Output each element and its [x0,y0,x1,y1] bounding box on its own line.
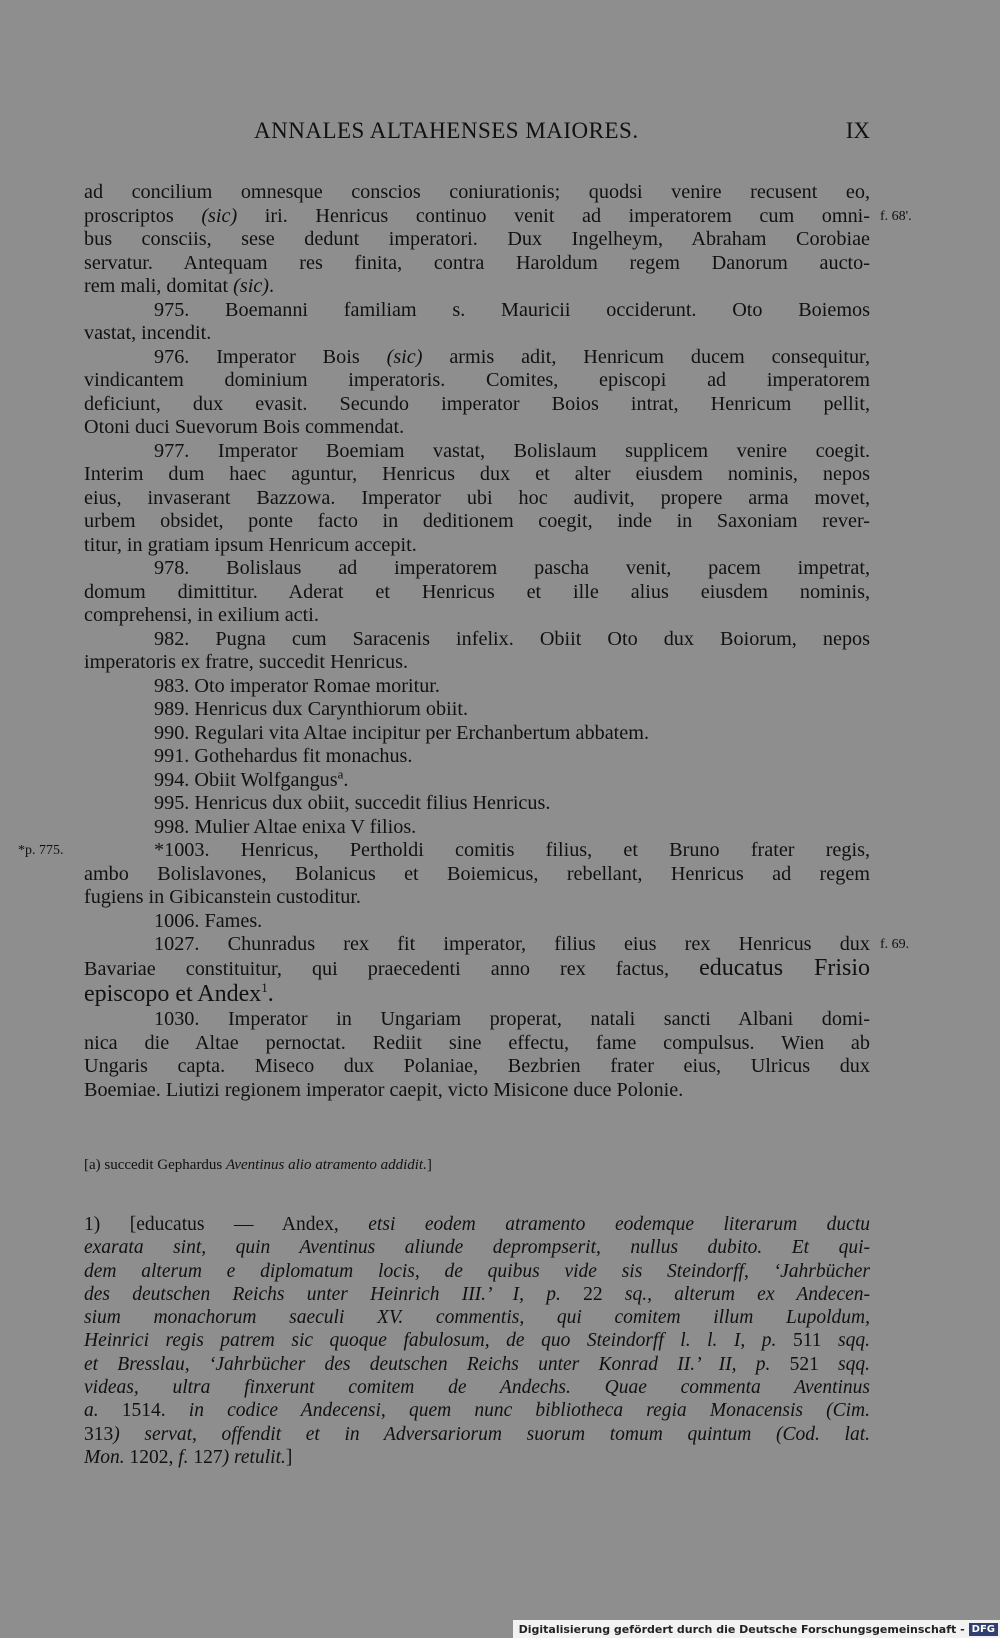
footnote-line [84,1376,870,1399]
line-text: 978. Bolislaus ad imperatorem pascha venit, pacem impetrat, [154,557,870,579]
footnote-line [84,1213,870,1236]
line-text: 1030. Imperator in Ungariam properat, natali sancti Albani domi- [154,1008,870,1030]
line-text-large: episcopo et Andex [84,981,262,1007]
dfg-logo: DFG [969,1623,998,1636]
footnote-italic: des deutschen Reichs unter Heinrich III.’ I, p. [84,1283,561,1305]
text-line [84,369,870,393]
text-line [84,181,870,205]
footnote-text: 127 [188,1446,223,1468]
footnote-text: 22 [560,1283,625,1305]
footnote-italic: Heinrici regis patrem sic quoque fabulosum, de quo Steindorff l. l. I, p. [84,1330,777,1352]
footnote-text: 1514. [98,1400,189,1422]
note-a-italic: Aventinus alio atramento addidit. [226,1157,427,1173]
line-text: comprehensi, in exilium acti. [84,604,319,626]
line-text: . [343,768,349,791]
footnote-italic: in codice Andecensi, quem nunc bibliotheca regia Monacensis (Cim. [188,1400,871,1422]
footnote-line [84,1446,870,1469]
line-text: 989. Henricus dux Carynthiorum obiit. [154,698,468,720]
line-text: deficiunt, dux evasit. Secundo imperator Boios intrat, Henricum pellit, [84,392,870,415]
text-line [84,933,910,957]
footnote-text: 1202, [124,1446,179,1468]
footnote-line [84,1329,870,1352]
text-line [84,299,870,323]
footnote-text: ] [285,1446,293,1468]
line-text: 1027. Chunradus rex fit imperator, filius eius rex Henricus dux [154,933,870,955]
footnote-marker: 1 [261,980,268,995]
line-text: 991. Gothehardus fit monachus. [154,745,413,767]
text-line [84,1055,870,1079]
line-text: *1003. Henricus, Pertholdi comitis filius, et Bruno frater regis, [154,839,870,861]
text-line [84,204,912,229]
line-text: eius, invaserant Bazzowa. Imperator ubi hoc audivit, propere arma movet, [84,486,870,509]
line-text: titur, in gratiam ipsum Henricum accepit. [84,533,417,556]
line-text: vindicantem dominium imperatoris. Comites, episcopi ad imperatorem [84,369,870,391]
credit-text: Digitalisierung gefördert durch die Deutsche Forschungsgemeinschaft - [518,1622,965,1636]
text-line [84,698,870,722]
line-text: armis adit, Henricum ducem consequitur, [422,345,870,368]
line-text-large: educatus Frisio [699,954,871,981]
editorial-note-a [84,1157,870,1174]
line-text: . [267,981,274,1007]
page-marginal-note: *p. 775. [18,843,64,858]
footnote-1 [84,1213,870,1469]
line-text: ad concilium omnesque conscios coniurationis; quodsi venire recusent eo, [84,181,870,203]
line-text: rem mali, domitat [84,275,234,297]
line-text: urbem obsidet, ponte facto in deditionem coegit, inde in Saxoniam rever- [84,510,870,532]
text-line [84,275,870,299]
note-a-close: ] [426,1157,432,1173]
line-text: ambo Bolislavones, Bolanicus et Boiemicus, rebellant, Henricus ad regem [84,862,870,885]
line-text: nica die Altae pernoctat. Rediit sine effectu, fame compulsus. Wien ab [84,1031,870,1054]
footnote-line [84,1423,870,1446]
footnote-line [84,1399,870,1422]
text-line [84,416,870,440]
footnote-italic: etsi eodem atramento eodemque literarum ductu [368,1214,870,1235]
line-text: 982. Pugna cum Saracenis infelix. Obiit Oto dux Boiorum, nepos [154,627,870,650]
page-number: IX [845,118,870,143]
footnote-italic: sqq. [838,1353,870,1375]
text-line [84,954,871,981]
text-line [84,557,870,581]
text-line [84,440,870,464]
line-text: 977. Imperator Boemiam vastat, Bolislaum supplicem venire coegit. [154,439,870,462]
line-text: proscriptos [84,204,202,227]
text-line [84,910,870,934]
folio-marginal-note: f. 68'. [880,208,912,224]
footnote-italic: sq., alterum ex Andecen- [624,1283,870,1305]
footnote-text: 511 [776,1330,839,1352]
text-line [84,1008,870,1032]
text-line [84,463,870,487]
text-line [84,393,870,417]
footnote-italic: f. [178,1446,189,1468]
text-line [18,839,870,863]
text-line [84,765,870,793]
footnote-italic: videas, ultra finxerunt comitem de Andechs. Quae commenta Aventinus [84,1377,870,1399]
text-line [84,346,870,370]
text-line [84,252,870,276]
text-line [84,534,870,558]
text-line [84,228,870,252]
line-text: iri. Henricus continuo venit ad imperatorem cum omni- [237,204,870,227]
line-text: 994. Obiit Wolfgangus [154,768,338,791]
footnote-line [84,1353,870,1376]
footnote-marker: a [337,765,344,781]
footnote-text: 313 [84,1423,114,1445]
line-text: 975. Boemanni familiam s. Mauricii occiderunt. Oto Boiemos [154,298,870,321]
line-text: Interim dum haec aguntur, Henricus dux et alter eiusdem nominis, nepos [84,463,870,485]
footnote-line [84,1260,870,1283]
footnote-italic: sqq. [838,1330,870,1352]
footnote-italic: a. [84,1400,99,1422]
text-line [84,1079,870,1103]
text-line [84,980,870,1008]
digitization-credit [513,1620,1000,1638]
footnote-text: 521 [770,1353,839,1375]
text-line [84,886,870,910]
line-text: imperatoris ex fratre, succedit Henricus. [84,651,408,673]
line-text: Otoni duci Suevorum Bois commendat. [84,416,405,438]
text-line [84,628,870,652]
footnote-italic: Mon. [84,1446,125,1468]
line-text: 983. Oto imperator Romae moritur. [154,674,440,697]
text-line [84,863,870,887]
footnote-italic: ) servat, offendit et in Adversariorum suorum tomum quintum (Cod. lat. [113,1423,870,1445]
text-line [84,510,870,534]
line-text: bus consciis, sese dedunt imperatori. Dux Ingelheym, Abraham Corobiae [84,228,870,250]
line-text: servatur. Antequam res finita, contra Haroldum regem Danorum aucto- [84,251,870,274]
text-line [84,1032,870,1056]
text-line [84,675,870,699]
footnote-italic: ) retulit. [222,1446,286,1468]
footnote-italic: sium monachorum saeculi XV. commentis, qui comitem illum Lupoldum, [84,1307,870,1329]
text-line [84,322,870,346]
footnote-line [84,1236,870,1259]
line-text: 990. Regulari vita Altae incipitur per Erchanbertum abbatem. [154,721,649,744]
text-line [84,604,870,628]
note-a-text: [a) succedit Gephardus [84,1157,227,1173]
footnote-italic: et Bresslau, ‘Jahrbücher des deutschen Reichs unter Konrad II.’ II, p. [84,1353,771,1375]
sic-marker: (sic) [201,204,238,227]
line-text: . [269,275,275,297]
footnote-line [84,1306,870,1329]
text-line [84,651,870,675]
text-line [84,792,870,816]
footnote-italic: dem alterum e diplomatum locis, de quibus vide sis Steindorff, ‘Jahrbücher [84,1260,870,1282]
page-header [84,118,870,148]
line-text: 998. Mulier Altae enixa V filios. [154,815,417,838]
text-line [84,745,870,769]
text-line [84,487,870,511]
main-text-body [18,181,912,1102]
line-text: domum dimittitur. Aderat et Henricus et ille alius eiusdem nominis, [84,580,870,603]
folio-marginal-note: f. 69. [880,937,910,952]
sic-marker: (sic) [233,275,270,297]
footnote-text: 1) [educatus — Andex, [84,1214,369,1235]
text-line [84,581,870,605]
line-text: Ungaris capta. Miseco dux Polaniae, Bezbrien frater eius, Ulricus dux [84,1055,870,1077]
line-text: 1006. Fames. [154,909,263,932]
line-text: 995. Henricus dux obiit, succedit filius Henricus. [154,792,551,814]
line-text: Boemiae. Liutizi regionem imperator caepit, victo Misicone duce Polonie. [84,1078,684,1101]
line-text: 976. Imperator Bois [154,345,387,368]
sic-marker: (sic) [386,345,423,368]
text-line [84,722,870,746]
text-line [84,816,870,840]
running-title: ANNALES ALTAHENSES MAIORES. [254,118,639,143]
footnote-line [84,1283,870,1306]
line-text: Bavariae constituitur, qui praecedenti anno rex factus, [84,957,700,980]
line-text: vastat, incendit. [84,322,212,344]
footnote-italic: exarata sint, quin Aventinus aliunde deprompserit, nullus dubito. Et qui- [84,1237,870,1259]
line-text: fugiens in Gibicanstein custoditur. [84,886,361,908]
